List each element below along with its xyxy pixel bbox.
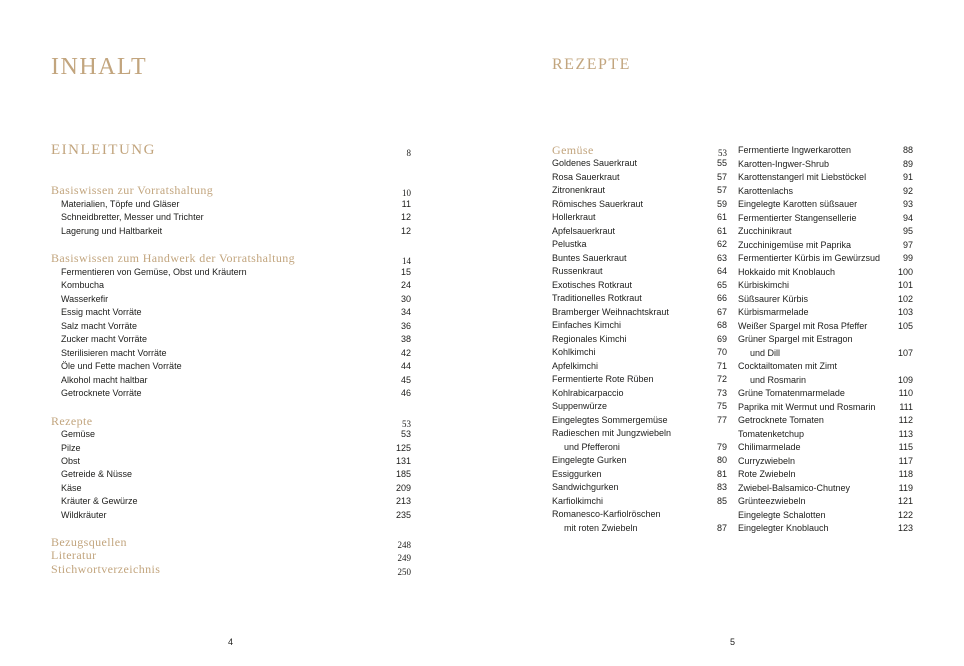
toc-entry-page: 95: [902, 226, 913, 236]
toc-entry-page: 36: [400, 321, 411, 331]
toc-entry-label: mit roten Zwiebeln: [564, 522, 638, 533]
toc-entry-page: 119: [898, 482, 913, 493]
toc-entry-label: Eingelegte Schalotten: [738, 509, 826, 520]
toc-entry-page: 113: [898, 428, 913, 439]
toc-entry-label: Obst: [61, 456, 81, 466]
toc-entry-label: Rezepte: [51, 414, 93, 428]
toc-entry-page: 99: [902, 253, 913, 263]
toc-entry-page: 85: [716, 495, 727, 506]
toc-entry-page: 213: [395, 496, 411, 506]
toc-entry-page: 92: [902, 185, 913, 196]
toc-entry-label: Hollerkraut: [552, 212, 596, 222]
toc-entry-label: Gemüse: [552, 143, 594, 157]
toc-entry-label: Kohlkimchi: [552, 347, 596, 357]
toc-entry-page: 55: [716, 158, 727, 168]
toc-entry-page: 125: [395, 443, 411, 453]
toc-entry-page: 91: [902, 172, 913, 182]
toc-entry-label: Radieschen mit Jungzwiebeln: [552, 428, 672, 438]
toc-entry-label: Kohlrabicarpaccio: [552, 387, 624, 398]
toc-entry-label: Rosa Sauerkraut: [552, 171, 620, 182]
toc-entry-page: 75: [716, 401, 727, 411]
toc-entry-label: Regionales Kimchi: [552, 333, 627, 344]
toc-entry-label: Römisches Sauerkraut: [552, 198, 644, 209]
toc-entry-page: 185: [395, 469, 411, 479]
toc-entry-page: 57: [716, 171, 727, 182]
right-page-number: 5: [730, 637, 736, 647]
toc-entry-page: 72: [716, 374, 727, 384]
toc-entry-label: Gemüse: [61, 429, 96, 439]
toc-entry-label: Kräuter & Gewürze: [61, 496, 138, 506]
toc-entry-page: 79: [716, 441, 727, 452]
toc-entry-page: 66: [716, 293, 727, 303]
toc-entry-page: 111: [899, 401, 913, 412]
toc-entry-label: Fermentierte Ingwerkarotten: [738, 145, 852, 155]
toc-entry-page: 117: [898, 455, 913, 466]
toc-entry-label: Zitronenkraut: [552, 185, 606, 195]
toc-entry-page: 24: [400, 280, 411, 290]
toc-entry-label: Romanesco-Karfiolröschen: [552, 509, 661, 519]
toc-entry-page: 67: [716, 306, 727, 317]
toc-entry-page: 64: [716, 266, 727, 276]
toc-entry-page: 68: [716, 320, 727, 330]
toc-entry-label: Russenkraut: [552, 266, 603, 276]
toc-entry-label: EINLEITUNG: [51, 142, 156, 158]
toc-entry-page: 77: [716, 414, 727, 425]
toc-entry-page: 63: [716, 252, 727, 263]
toc-entry-label: Karotten-Ingwer-Shrub: [738, 158, 830, 169]
toc-entry-page: 105: [897, 320, 913, 331]
toc-entry-page: 53: [400, 429, 411, 439]
toc-entry-page: 71: [716, 360, 727, 371]
toc-entry-label: und Rosmarin: [750, 374, 807, 385]
toc-entry-page: 103: [897, 307, 913, 317]
toc-entry-label: Fermentierter Kürbis im Gewürzsud: [738, 253, 881, 263]
toc-entry-page: 115: [898, 442, 913, 452]
toc-entry-label: Wildkräuter: [61, 510, 107, 520]
toc-entry-label: Schneidbretter, Messer und Trichter: [61, 212, 204, 222]
toc-entry-page: 62: [716, 239, 727, 249]
toc-entry-page: 59: [716, 198, 727, 209]
toc-entry-label: Kürbiskimchi: [738, 280, 790, 290]
toc-entry-page: 93: [902, 199, 913, 209]
toc-entry-label: Basiswissen zum Handwerk der Vorratshaltung: [51, 251, 296, 265]
toc-entry-label: Bramberger Weihnachtskraut: [552, 306, 669, 317]
toc-entry-page: 73: [716, 387, 727, 398]
toc-entry-label: Cocktailtomaten mit Zimt: [738, 361, 838, 371]
toc-entry-page: 8: [406, 148, 411, 158]
toc-entry-page: 30: [400, 294, 411, 304]
toc-entry-label: Süßsaurer Kürbis: [738, 293, 809, 304]
toc-entry-page: 53: [718, 148, 727, 158]
toc-entry-label: Getrocknete Vorräte: [61, 388, 142, 398]
toc-entry-label: Fermentierte Rote Rüben: [552, 374, 654, 384]
toc-entry-label: Chilimarmelade: [738, 442, 801, 452]
toc-entry-page: 42: [400, 348, 411, 358]
toc-entry-label: Apfelsauerkraut: [552, 225, 616, 236]
toc-entry-page: 57: [716, 185, 727, 195]
toc-entry-page: 97: [902, 239, 913, 250]
toc-entry-page: 100: [897, 266, 913, 277]
toc-entry-page: 88: [902, 145, 913, 155]
left-page-title: INHALT: [51, 54, 148, 80]
toc-entry-page: 89: [902, 158, 913, 169]
left-page-number: 4: [228, 637, 234, 647]
toc-entry-page: 123: [897, 523, 913, 533]
toc-entry-page: 131: [395, 456, 411, 466]
toc-entry-label: Grüner Spargel mit Estragon: [738, 334, 853, 344]
toc-entry-label: Salz macht Vorräte: [61, 321, 138, 331]
toc-entry-label: Karottenlachs: [738, 185, 794, 196]
toc-entry-page: 11: [401, 199, 411, 209]
toc-entry-label: Weißer Spargel mit Rosa Pfeffer: [738, 320, 868, 331]
toc-entry-label: Pelustka: [552, 239, 587, 249]
toc-entry-label: Grünteezwiebeln: [738, 496, 806, 506]
toc-entry-label: Zucchinikraut: [738, 226, 792, 236]
toc-entry-page: 122: [897, 509, 913, 520]
toc-entry-label: Essig macht Vorräte: [61, 307, 142, 317]
toc-entry-label: Karottenstangerl mit Liebstöckel: [738, 172, 867, 182]
toc-entry-label: Rote Zwiebeln: [738, 469, 796, 479]
toc-entry-page: 34: [400, 307, 411, 317]
toc-entry-label: Buntes Sauerkraut: [552, 252, 627, 263]
toc-entry-page: 61: [716, 212, 727, 222]
toc-entry-label: Stichwortverzeichnis: [51, 562, 161, 576]
toc-entry-page: 69: [716, 333, 727, 344]
toc-entry-page: 38: [400, 334, 411, 344]
toc-entry-label: Getrocknete Tomaten: [738, 415, 824, 425]
toc-entry-page: 107: [897, 347, 913, 358]
toc-entry-page: 235: [395, 510, 411, 520]
toc-entry-page: 121: [897, 496, 913, 506]
toc-entry-label: Öle und Fette machen Vorräte: [61, 361, 182, 371]
toc-entry-label: Materialien, Töpfe und Gläser: [61, 199, 180, 209]
toc-entry-label: Tomatenketchup: [738, 428, 805, 439]
toc-entry-label: Bezugsquellen: [51, 535, 127, 549]
toc-entry-label: Eingelegte Karotten süßsauer: [738, 199, 858, 209]
toc-entry-page: 12: [400, 212, 411, 222]
toc-entry-label: Lagerung und Haltbarkeit: [61, 226, 163, 236]
toc-entry-page: 250: [397, 567, 411, 577]
toc-entry-page: 65: [716, 279, 727, 290]
toc-entry-page: 248: [397, 540, 411, 550]
toc-entry-label: Karfiolkimchi: [552, 495, 604, 506]
toc-entry-label: Sterilisieren macht Vorräte: [61, 348, 167, 358]
toc-entry-label: Eingelegter Knoblauch: [738, 523, 829, 533]
toc-entry-label: Hokkaido mit Knoblauch: [738, 266, 836, 277]
toc-entry-page: 46: [400, 388, 411, 398]
toc-entry-page: 87: [716, 522, 727, 533]
toc-entry-page: 94: [902, 212, 913, 223]
toc-entry-label: Pilze: [61, 443, 81, 453]
toc-entry-page: 109: [897, 374, 913, 385]
toc-entry-label: Paprika mit Wermut und Rosmarin: [738, 401, 876, 412]
toc-entry-page: 61: [716, 225, 727, 236]
toc-entry-label: und Pfefferoni: [564, 441, 620, 452]
toc-entry-label: Kombucha: [61, 280, 105, 290]
toc-entry-label: Basiswissen zur Vorratshaltung: [51, 183, 214, 197]
toc-entry-label: Käse: [61, 483, 82, 493]
toc-entry-label: Traditionelles Rotkraut: [552, 293, 642, 303]
toc-entry-page: 15: [400, 267, 411, 277]
toc-entry-label: und Dill: [750, 347, 781, 358]
toc-entry-label: Exotisches Rotkraut: [552, 279, 633, 290]
toc-entry-page: 249: [397, 553, 411, 563]
toc-entry-page: 112: [898, 415, 913, 425]
toc-entry-page: 10: [402, 188, 411, 198]
toc-entry-page: 53: [402, 419, 411, 429]
toc-entry-label: Eingelegte Gurken: [552, 455, 627, 465]
toc-entry-label: Sandwichgurken: [552, 482, 619, 492]
toc-entry-label: Alkohol macht haltbar: [61, 375, 148, 385]
toc-entry-page: 14: [402, 256, 411, 266]
toc-entry-page: 102: [897, 293, 913, 304]
toc-entry-label: Suppenwürze: [552, 401, 608, 411]
toc-entry-page: 12: [400, 226, 411, 236]
right-page-title: REZEPTE: [552, 56, 631, 73]
toc-entry-label: Curryzwiebeln: [738, 455, 796, 466]
toc-entry-label: Wasserkefir: [61, 294, 109, 304]
toc-entry-label: Getreide & Nüsse: [61, 469, 133, 479]
toc-entry-page: 118: [898, 469, 913, 479]
toc-entry-page: 83: [716, 482, 727, 492]
toc-entry-label: Essiggurken: [552, 468, 602, 479]
toc-entry-label: Apfelkimchi: [552, 360, 599, 371]
toc-entry-label: Zucker macht Vorräte: [61, 334, 148, 344]
toc-entry-page: 45: [400, 375, 411, 385]
toc-entry-page: 44: [400, 361, 411, 371]
toc-entry-label: Zucchinigemüse mit Paprika: [738, 239, 852, 250]
toc-entry-label: Zwiebel-Balsamico-Chutney: [738, 482, 851, 493]
toc-entry-label: Literatur: [51, 548, 97, 562]
toc-entry-page: 209: [395, 483, 411, 493]
toc-entry-page: 81: [716, 468, 727, 479]
toc-entry-page: 101: [897, 280, 913, 290]
toc-entry-label: Einfaches Kimchi: [552, 320, 622, 330]
toc-entry-label: Goldenes Sauerkraut: [552, 158, 638, 168]
toc-entry-label: Fermentieren von Gemüse, Obst und Kräutern: [61, 267, 247, 277]
toc-entry-label: Grüne Tomatenmarmelade: [738, 388, 845, 398]
toc-entry-page: 110: [898, 388, 913, 398]
toc-entry-label: Fermentierter Stangensellerie: [738, 212, 857, 223]
toc-entry-label: Kürbismarmelade: [738, 307, 809, 317]
toc-entry-label: Eingelegtes Sommergemüse: [552, 414, 668, 425]
toc-entry-page: 80: [716, 455, 727, 465]
toc-entry-page: 70: [716, 347, 727, 357]
